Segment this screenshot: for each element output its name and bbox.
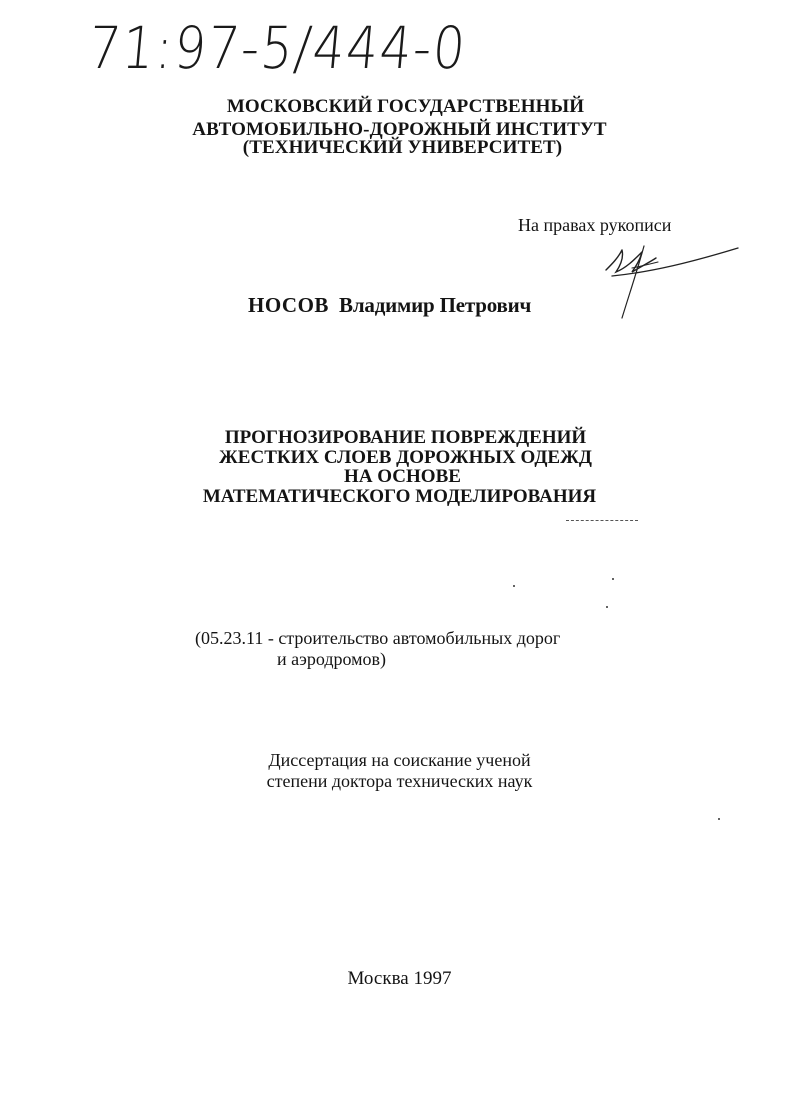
specialty-line-1: (05.23.11 - строительство автомобильных дорог (195, 628, 561, 648)
title-line-3: НА ОСНОВЕ (344, 466, 461, 487)
author-name (248, 293, 531, 318)
institution-line-2: АВТОМОБИЛЬНО-ДОРОЖНЫЙ ИНСТИТУТ (192, 119, 607, 140)
title-line-2: ЖЕСТКИХ СЛОЕВ ДОРОЖНЫХ ОДЕЖД (219, 447, 592, 468)
scan-speck (718, 818, 720, 820)
specialty-line-2: и аэродромов) (277, 649, 387, 669)
title-line-1: ПРОГНОЗИРОВАНИЕ ПОВРЕЖДЕНИЙ (224, 427, 587, 448)
author-given-names: Владимир Петрович (339, 293, 532, 317)
city-year: Москва 1997 (347, 968, 452, 989)
scan-speck (606, 606, 608, 608)
title-line-4: МАТЕМАТИЧЕСКОГО МОДЕЛИРОВАНИЯ (202, 486, 597, 507)
scan-speck (513, 585, 515, 587)
rights-note: На правах рукописи (518, 215, 672, 235)
institution-line-1: МОСКОВСКИЙ ГОСУДАРСТВЕННЫЙ (226, 96, 585, 117)
catalog-number: 71:97-5/444-0 (85, 14, 470, 82)
scan-speck (612, 578, 614, 580)
author-surname: НОСОВ (248, 293, 329, 317)
institution-line-3: (ТЕХНИЧЕСКИЙ УНИВЕРСИТЕТ) (242, 137, 563, 158)
purpose-line-2: степени доктора технических наук (266, 771, 533, 791)
signature-mark (592, 228, 742, 323)
scan-artifact-line (566, 520, 638, 522)
purpose-line-1: Диссертация на соискание ученой (268, 750, 531, 770)
